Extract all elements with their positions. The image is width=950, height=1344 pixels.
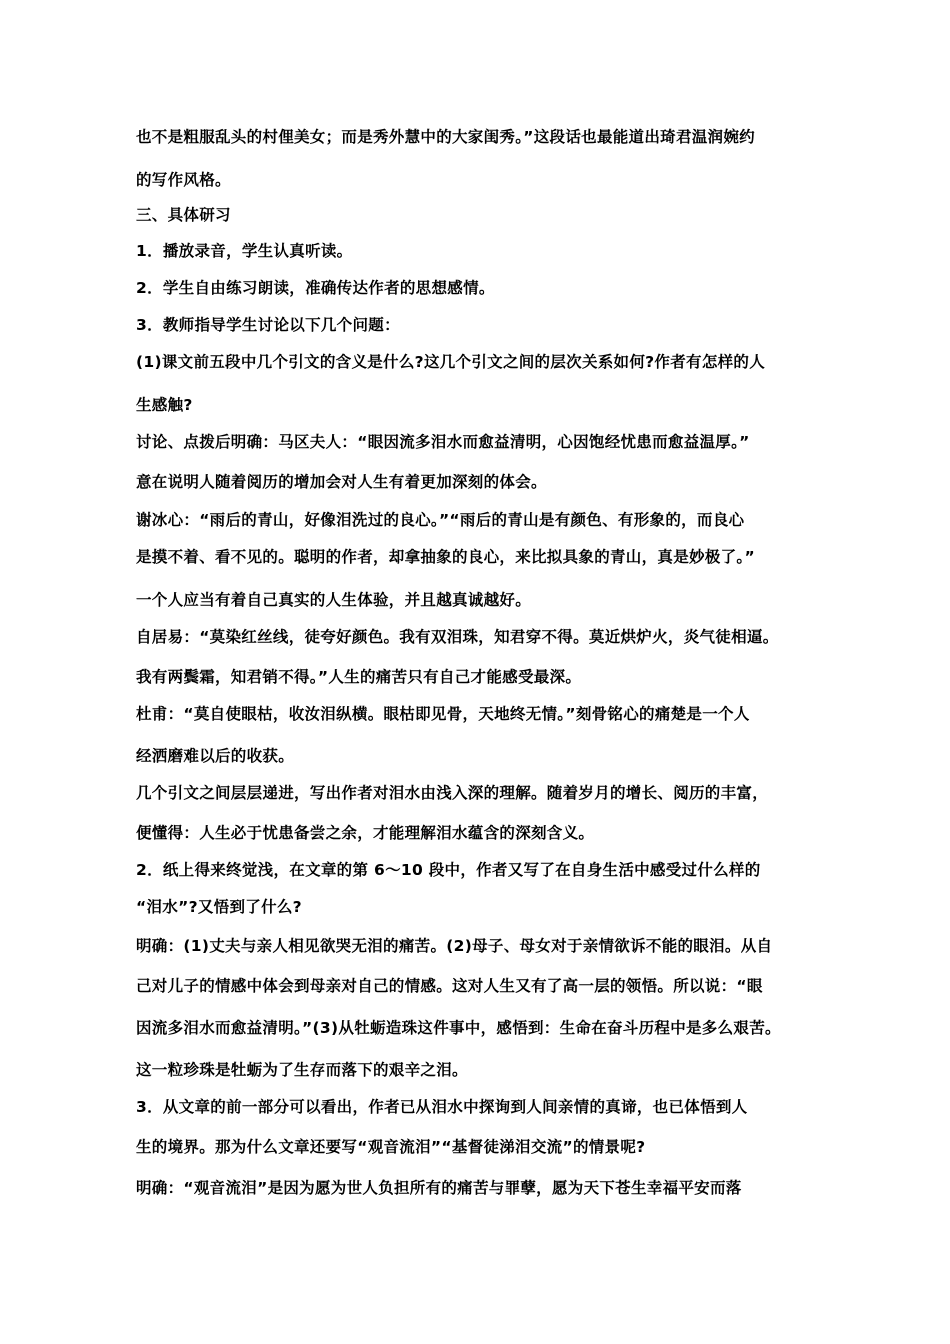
- text-line: 生的境界。那为什么文章还要写“观音流泪”“基督徒涕泪交流”的情景呢?: [136, 1138, 646, 1156]
- text-line: 我有两鬓霜，知君销不得。”人生的痛苦只有自己才能感受最深。: [136, 668, 582, 686]
- text-line: 生感触?: [136, 396, 193, 414]
- text-line: 明确：“观音流泪”是因为愿为世人负担所有的痛苦与罪孽，愿为天下苍生幸福平安而落: [136, 1179, 742, 1197]
- text-line: 是摸不着、看不见的。聪明的作者，却拿抽象的良心，来比拟具象的青山，真是妙极了。”: [136, 548, 755, 566]
- text-line: 一个人应当有着自己真实的人生体验，并且越真诚越好。: [136, 591, 532, 609]
- text-line: 的写作风格。: [136, 171, 231, 189]
- text-line: 杜甫：“莫自使眼枯，收汝泪纵横。眼枯即见骨，天地终无情。”刻骨铭心的痛楚是一个人: [136, 705, 750, 723]
- text-line: 也不是粗服乱头的村俚美女；而是秀外慧中的大家闺秀。”这段话也最能道出琦君温润婉约: [136, 128, 755, 146]
- text-line: 因流多泪水而愈益清明。”(3)从牡蛎造珠这件事中，感悟到：生命在奋斗历程中是多么艰苦。: [136, 1019, 781, 1037]
- text-line: 讨论、点拨后明确：马区夫人：“眼因流多泪水而愈益清明，心因饱经忧患而愈益温厚。”: [136, 433, 750, 451]
- text-line: “泪水”?又悟到了什么?: [136, 898, 302, 916]
- text-line: 2．学生自由练习朗读，准确传达作者的思想感情。: [136, 279, 495, 297]
- text-line: 1．播放录音，学生认真听读。: [136, 242, 353, 260]
- text-line: 经洒磨难以后的收获。: [136, 747, 295, 765]
- text-line: 己对儿子的情感中体会到母亲对自己的情感。这对人生又有了高一层的领悟。所以说：“眼: [136, 977, 763, 995]
- text-line: (1)课文前五段中几个引文的含义是什么?这几个引文之间的层次关系如何?作者有怎样的人: [136, 353, 766, 371]
- text-line: 意在说明人随着阅历的增加会对人生有着更加深刻的体会。: [136, 473, 547, 491]
- text-line: 自居易：“莫染红丝线，徒夸好颜色。我有双泪珠，知君穿不得。莫近烘炉火，炎气徒相逼。: [136, 628, 779, 646]
- text-line: 便懂得：人生必于忧患备尝之余，才能理解泪水蕴含的深刻含义。: [136, 824, 595, 842]
- text-line: 这一粒珍珠是牡蛎为了生存而落下的艰辛之泪。: [136, 1061, 468, 1079]
- text-line: 三、具体研习: [136, 206, 231, 224]
- text-line: 明确：(1)丈夫与亲人相见欲哭无泪的痛苦。(2)母子、母女对于亲情欲诉不能的眼泪。从自: [136, 937, 773, 955]
- text-line: 几个引文之间层层递进，写出作者对泪水由浅入深的理解。随着岁月的增长、阅历的丰富，: [136, 784, 769, 802]
- text-line: 3．从文章的前一部分可以看出，作者已从泪水中探询到人间亲情的真谛，也已体悟到人: [136, 1098, 748, 1116]
- text-line: 2．纸上得来终觉浅，在文章的第 6～10 段中，作者又写了在自身生活中感受过什么样的: [136, 861, 761, 879]
- text-line: 3．教师指导学生讨论以下几个问题：: [136, 316, 400, 334]
- text-line: 谢冰心：“雨后的青山，好像泪洗过的良心。”“雨后的青山是有颜色、有形象的，而良心: [136, 511, 745, 529]
